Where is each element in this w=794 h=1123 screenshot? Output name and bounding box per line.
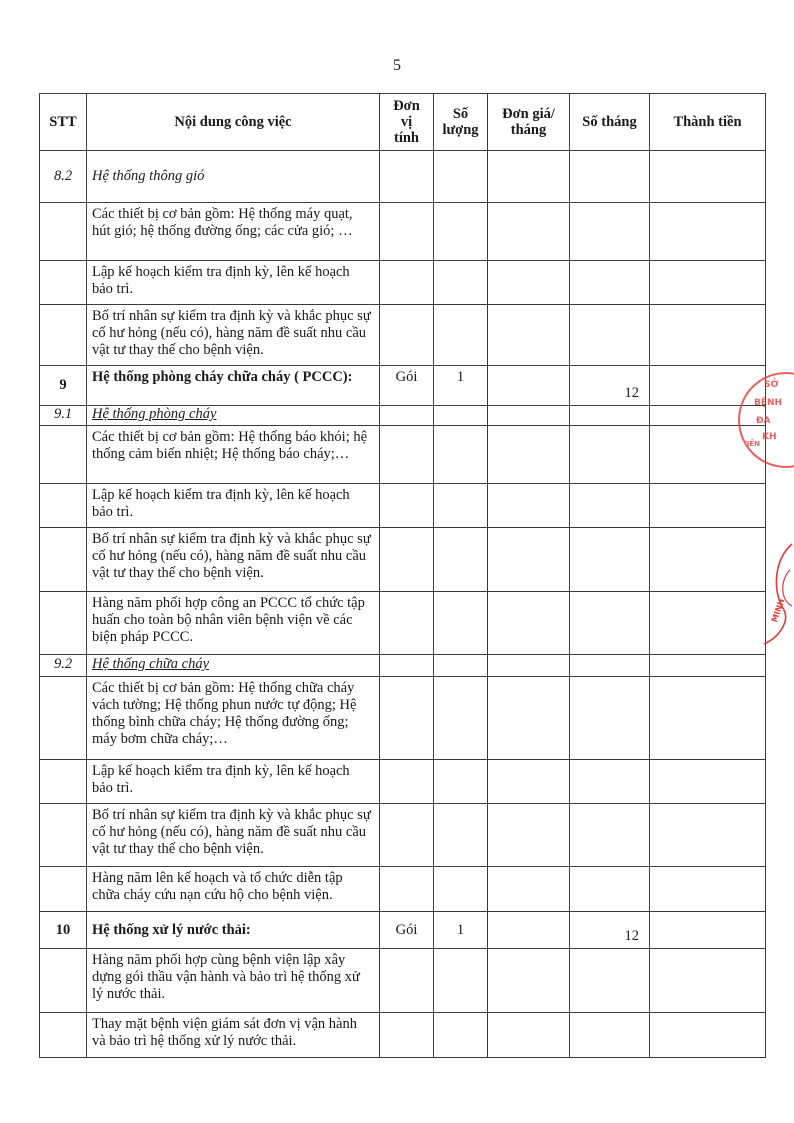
row-content: Bố trí nhân sự kiểm tra định kỳ và khắc phục sự cố hư hỏng (nếu có), hàng năm đề suất nhu cầu vật tư thay thế cho bệnh viện. [87, 305, 380, 366]
header-price-line-1: Đơn giá/ [502, 106, 555, 122]
row-content: Các thiết bị cơ bản gồm: Hệ thống chữa cháy vách tường; Hệ thống phun nước tự động; Hệ thống bình chữa cháy; Hệ thống đường ống; máy bơm chữa cháy;… [87, 677, 380, 760]
row-content: Lập kế hoạch kiểm tra định kỳ, lên kế hoạch bảo trì. [87, 760, 380, 804]
row-months [570, 406, 650, 426]
row-stt [40, 484, 87, 528]
row-months [570, 867, 650, 912]
table-row [40, 426, 766, 484]
row-months [570, 426, 650, 484]
row-months [570, 1013, 650, 1058]
row-content: Các thiết bị cơ bản gồm: Hệ thống báo khói; hệ thống cảm biến nhiệt; Hệ thống báo cháy;… [87, 426, 380, 484]
header-qty-line-1: Số [452, 106, 469, 122]
row-total [650, 912, 766, 949]
row-unit [380, 528, 434, 592]
row-unit-price [488, 406, 570, 426]
table-row [40, 406, 766, 426]
stamp-text-minh: MINH [769, 597, 787, 624]
row-unit-price [488, 1013, 570, 1058]
row-stt [40, 592, 87, 655]
row-stt [40, 305, 87, 366]
row-content: Các thiết bị cơ bản gồm: Hệ thống máy quạt, hút gió; hệ thống đường ống; các cửa gió; … [87, 203, 380, 261]
table-row [40, 305, 766, 366]
table-row [40, 912, 766, 949]
table-row [40, 867, 766, 912]
row-stt [40, 1013, 87, 1058]
row-stt [40, 867, 87, 912]
row-unit [380, 655, 434, 677]
work-items-table [39, 93, 766, 1058]
row-quantity [434, 655, 488, 677]
stamp-text: KH [762, 432, 777, 442]
row-content: Bố trí nhân sự kiểm tra định kỳ và khắc phục sự cố hư hỏng (nếu có), hàng năm đề suất nhu cầu vật tư thay thế cho bệnh viện. [87, 804, 380, 867]
table-row [40, 1013, 766, 1058]
row-content: Hàng năm phối hợp công an PCCC tổ chức tập huấn cho toàn bộ nhân viên bệnh viện về các biện pháp PCCC. [87, 592, 380, 655]
header-unit-price [488, 94, 570, 151]
table-header-row [40, 94, 766, 151]
header-unit [380, 94, 434, 151]
header-price-line-2: tháng [510, 122, 547, 138]
row-total [650, 949, 766, 1013]
row-quantity [434, 760, 488, 804]
row-stt [40, 949, 87, 1013]
row-unit-price [488, 912, 570, 949]
table-row [40, 366, 766, 406]
row-total [650, 1013, 766, 1058]
table-row [40, 151, 766, 203]
row-total [650, 203, 766, 261]
row-quantity [434, 677, 488, 760]
table-row [40, 484, 766, 528]
row-stt: 9 [40, 366, 87, 406]
row-months [570, 949, 650, 1013]
table-row [40, 528, 766, 592]
row-total [650, 677, 766, 760]
row-unit-price [488, 203, 570, 261]
row-unit-price [488, 592, 570, 655]
row-unit [380, 804, 434, 867]
table-row [40, 677, 766, 760]
row-unit [380, 949, 434, 1013]
row-total [650, 528, 766, 592]
table-row [40, 261, 766, 305]
row-stt [40, 261, 87, 305]
row-unit-price [488, 151, 570, 203]
row-months: 12 [570, 366, 650, 406]
page-number: 5 [393, 57, 401, 74]
row-total [650, 804, 766, 867]
row-stt: 9.1 [40, 406, 87, 426]
row-stt [40, 203, 87, 261]
row-content: Bố trí nhân sự kiểm tra định kỳ và khắc phục sự cố hư hỏng (nếu có), hàng năm đề suất nhu cầu vật tư thay thế cho bệnh viện. [87, 528, 380, 592]
row-quantity [434, 949, 488, 1013]
row-content: Hệ thống phòng cháy chữa cháy ( PCCC): [87, 366, 380, 406]
row-months [570, 804, 650, 867]
row-months [570, 484, 650, 528]
row-unit [380, 426, 434, 484]
stamp-text: SỞ [764, 380, 779, 390]
row-months [570, 305, 650, 366]
row-stt [40, 804, 87, 867]
row-total [650, 305, 766, 366]
table-row [40, 804, 766, 867]
row-unit-price [488, 484, 570, 528]
row-total [650, 261, 766, 305]
row-unit [380, 203, 434, 261]
table-row [40, 592, 766, 655]
row-quantity [434, 151, 488, 203]
header-months: Số tháng [570, 94, 650, 151]
row-quantity [434, 592, 488, 655]
row-quantity: 1 [434, 912, 488, 949]
row-unit [380, 261, 434, 305]
row-total [650, 592, 766, 655]
row-quantity [434, 203, 488, 261]
header-total: Thành tiền [650, 94, 766, 151]
table-row [40, 760, 766, 804]
row-unit-price [488, 804, 570, 867]
row-content: Hệ thống xử lý nước thải: [87, 912, 380, 949]
header-content: Nội dung công việc [87, 94, 380, 151]
row-total [650, 760, 766, 804]
row-quantity [434, 426, 488, 484]
row-unit-price [488, 366, 570, 406]
row-stt: 9.2 [40, 655, 87, 677]
row-content: Thay mặt bệnh viện giám sát đơn vị vận hành và bảo trì hệ thống xử lý nước thải. [87, 1013, 380, 1058]
row-unit-price [488, 760, 570, 804]
row-content: Lập kế hoạch kiểm tra định kỳ, lên kế hoạch bảo trì. [87, 261, 380, 305]
row-quantity [434, 804, 488, 867]
row-quantity: 1 [434, 366, 488, 406]
row-unit [380, 867, 434, 912]
row-unit-price [488, 949, 570, 1013]
row-stt: 8.2 [40, 151, 87, 203]
row-unit [380, 305, 434, 366]
row-unit-price [488, 677, 570, 760]
row-months [570, 528, 650, 592]
row-quantity [434, 1013, 488, 1058]
row-unit-price [488, 867, 570, 912]
row-quantity [434, 484, 488, 528]
row-unit-price [488, 426, 570, 484]
row-unit [380, 406, 434, 426]
row-unit-price [488, 528, 570, 592]
row-unit [380, 592, 434, 655]
row-months [570, 760, 650, 804]
row-content: Hàng năm phối hợp cùng bệnh viện lập xây dựng gói thầu vận hành và bảo trì hệ thống xử lý nước thải. [87, 949, 380, 1013]
row-stt: 10 [40, 912, 87, 949]
row-total [650, 151, 766, 203]
row-unit [380, 677, 434, 760]
row-total [650, 867, 766, 912]
header-stt: STT [40, 94, 87, 151]
row-months [570, 261, 650, 305]
row-quantity [434, 528, 488, 592]
row-total [650, 655, 766, 677]
row-months [570, 151, 650, 203]
row-unit: Gói [380, 366, 434, 406]
row-content: Hệ thống phòng cháy [87, 406, 380, 426]
row-unit [380, 484, 434, 528]
row-stt [40, 677, 87, 760]
row-stt [40, 760, 87, 804]
row-quantity [434, 305, 488, 366]
row-total [650, 484, 766, 528]
row-content: Hàng năm lên kế hoạch và tổ chức diễn tập chữa cháy cứu nạn cứu hộ cho bệnh viện. [87, 867, 380, 912]
table-row [40, 949, 766, 1013]
row-content: Hệ thống chữa cháy [87, 655, 380, 677]
table-row [40, 203, 766, 261]
header-unit-line-1: Đơn [393, 98, 420, 114]
stamp-text: TIỀN [742, 440, 761, 448]
row-quantity [434, 406, 488, 426]
row-unit-price [488, 655, 570, 677]
row-months [570, 592, 650, 655]
table-row [40, 655, 766, 677]
row-months [570, 655, 650, 677]
row-unit [380, 1013, 434, 1058]
row-stt [40, 528, 87, 592]
row-months: 12 [570, 912, 650, 949]
signature-mark [754, 540, 794, 650]
row-months [570, 203, 650, 261]
stamp-text: BỆNH [754, 398, 783, 408]
header-unit-line-3: tính [394, 130, 419, 146]
row-unit-price [488, 305, 570, 366]
row-content: Lập kế hoạch kiểm tra định kỳ, lên kế hoạch bảo trì. [87, 484, 380, 528]
row-unit-price [488, 261, 570, 305]
row-quantity [434, 867, 488, 912]
row-unit: Gói [380, 912, 434, 949]
header-quantity [434, 94, 488, 151]
stamp-text: ĐA [756, 416, 771, 426]
header-qty-line-2: lượng [442, 122, 479, 138]
row-unit [380, 151, 434, 203]
row-content: Hệ thống thông gió [87, 151, 380, 203]
row-quantity [434, 261, 488, 305]
row-months [570, 677, 650, 760]
row-stt [40, 426, 87, 484]
row-unit [380, 760, 434, 804]
header-unit-line-2: vị [400, 114, 413, 130]
